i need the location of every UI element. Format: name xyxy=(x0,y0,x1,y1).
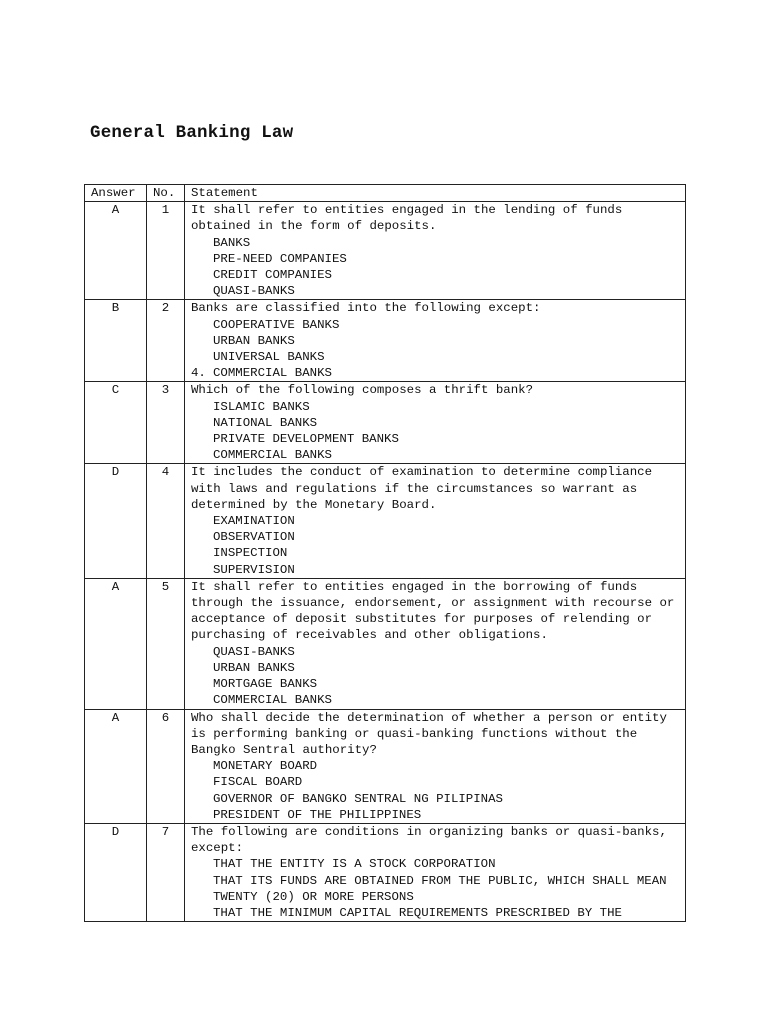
choice-text: NATIONAL BANKS xyxy=(213,415,318,430)
choice-text: THAT THE ENTITY IS A STOCK CORPORATION xyxy=(213,857,496,872)
choice-item xyxy=(213,333,679,349)
choice-text: COMMERCIAL BANKS xyxy=(213,693,332,708)
choice-text: GOVERNOR OF BANGKO SENTRAL NG PILIPINAS xyxy=(213,791,503,806)
questions-table xyxy=(84,184,686,922)
choice-text: SUPERVISION xyxy=(213,562,295,577)
choice-item xyxy=(213,791,679,807)
choice-text: ISLAMIC BANKS xyxy=(213,399,310,414)
choice-item xyxy=(213,873,679,905)
question-text: It shall refer to entities engaged in the borrowing of funds through the issuance, endorsement, or assignment with recourse or acceptance of deposit substitutes for purposes of relending or purchasing of receivables and other obligations. xyxy=(191,579,675,643)
table-row xyxy=(85,382,686,464)
number-cell: 4 xyxy=(147,464,185,578)
question-text: The following are conditions in organizing banks or quasi-banks, except: xyxy=(191,824,667,856)
choice-text: OBSERVATION xyxy=(213,530,295,545)
choice-marker: 4. xyxy=(191,366,206,381)
choice-item xyxy=(213,267,679,283)
answer-cell: B xyxy=(85,300,147,382)
choice-list xyxy=(191,235,679,300)
header-no: No. xyxy=(147,185,185,202)
answer-cell: C xyxy=(85,382,147,464)
choice-item xyxy=(191,365,679,381)
choice-item xyxy=(213,905,679,921)
choice-text: COMMERCIAL BANKS xyxy=(213,366,332,381)
choice-text: INSPECTION xyxy=(213,546,288,561)
choice-text: COOPERATIVE BANKS xyxy=(213,317,340,332)
choice-item xyxy=(213,676,679,692)
choice-text: QUASI-BANKS xyxy=(213,284,295,299)
statement-cell xyxy=(185,709,686,823)
choice-text: MONETARY BOARD xyxy=(213,759,318,774)
table-row xyxy=(85,300,686,382)
question-text: It includes the conduct of examination to determine compliance with laws and regulations if the circumstances so warrant as determined by the Monetary Board. xyxy=(191,465,653,512)
choice-list xyxy=(191,317,679,382)
table-row xyxy=(85,823,686,921)
statement-cell xyxy=(185,202,686,300)
choice-text: QUASI-BANKS xyxy=(213,644,295,659)
choice-text: THAT THE MINIMUM CAPITAL REQUIREMENTS PRESCRIBED BY THE xyxy=(213,905,622,920)
choice-list xyxy=(191,644,679,709)
choice-list xyxy=(191,758,679,823)
choice-item xyxy=(213,660,679,676)
answer-cell: A xyxy=(85,202,147,300)
choice-item xyxy=(213,349,679,365)
number-cell: 3 xyxy=(147,382,185,464)
choice-item xyxy=(213,431,679,447)
choice-text: COMMERCIAL BANKS xyxy=(213,448,332,463)
choice-text: CREDIT COMPANIES xyxy=(213,268,332,283)
choice-item xyxy=(213,529,679,545)
choice-text: FISCAL BOARD xyxy=(213,775,303,790)
statement-cell xyxy=(185,823,686,921)
answer-cell: A xyxy=(85,709,147,823)
header-statement: Statement xyxy=(185,185,686,202)
question-text: Banks are classified into the following except: xyxy=(191,301,541,316)
number-cell: 7 xyxy=(147,823,185,921)
number-cell: 2 xyxy=(147,300,185,382)
header-answer: Answer xyxy=(85,185,147,202)
choice-text: EXAMINATION xyxy=(213,514,295,529)
choice-item xyxy=(213,562,679,578)
number-cell: 6 xyxy=(147,709,185,823)
document-title: General Banking Law xyxy=(90,123,294,143)
statement-cell xyxy=(185,300,686,382)
table-row xyxy=(85,464,686,578)
choice-item xyxy=(213,545,679,561)
choice-text: BANKS xyxy=(213,235,251,250)
table-row xyxy=(85,709,686,823)
statement-cell xyxy=(185,464,686,578)
choice-list xyxy=(191,513,679,578)
table-body xyxy=(85,202,686,922)
choice-text: PRIVATE DEVELOPMENT BANKS xyxy=(213,432,399,447)
answer-cell: D xyxy=(85,823,147,921)
choice-item xyxy=(213,447,679,463)
number-cell: 5 xyxy=(147,578,185,709)
choice-item xyxy=(213,692,679,708)
number-cell: 1 xyxy=(147,202,185,300)
choice-list xyxy=(191,856,679,921)
statement-cell xyxy=(185,578,686,709)
choice-item xyxy=(213,513,679,529)
choice-text: PRESIDENT OF THE PHILIPPINES xyxy=(213,807,422,822)
question-text: It shall refer to entities engaged in the lending of funds obtained in the form of deposits. xyxy=(191,203,623,234)
choice-item xyxy=(213,774,679,790)
answer-cell: A xyxy=(85,578,147,709)
choice-item xyxy=(213,251,679,267)
table-row xyxy=(85,202,686,300)
table-row xyxy=(85,578,686,709)
question-text: Who shall decide the determination of whether a person or entity is performing banking or quasi-banking functions without the Bangko Sentral authority? xyxy=(191,710,667,757)
choice-text: URBAN BANKS xyxy=(213,660,295,675)
choice-item xyxy=(213,856,679,872)
choice-item xyxy=(213,415,679,431)
choice-text: MORTGAGE BANKS xyxy=(213,677,318,692)
choice-text: PRE-NEED COMPANIES xyxy=(213,251,347,266)
choice-item xyxy=(213,807,679,823)
choice-text: THAT ITS FUNDS ARE OBTAINED FROM THE PUBLIC, WHICH SHALL MEAN TWENTY (20) OR MORE PERSONS xyxy=(213,873,667,904)
choice-item xyxy=(213,399,679,415)
question-text: Which of the following composes a thrift bank? xyxy=(191,383,534,398)
choice-list xyxy=(191,399,679,464)
table-header-row xyxy=(85,185,686,202)
answer-cell: D xyxy=(85,464,147,578)
choice-item xyxy=(213,644,679,660)
choice-text: UNIVERSAL BANKS xyxy=(213,350,325,365)
choice-item xyxy=(213,283,679,299)
choice-item xyxy=(213,758,679,774)
choice-item xyxy=(213,235,679,251)
statement-cell xyxy=(185,382,686,464)
choice-item xyxy=(213,317,679,333)
choice-text: URBAN BANKS xyxy=(213,333,295,348)
